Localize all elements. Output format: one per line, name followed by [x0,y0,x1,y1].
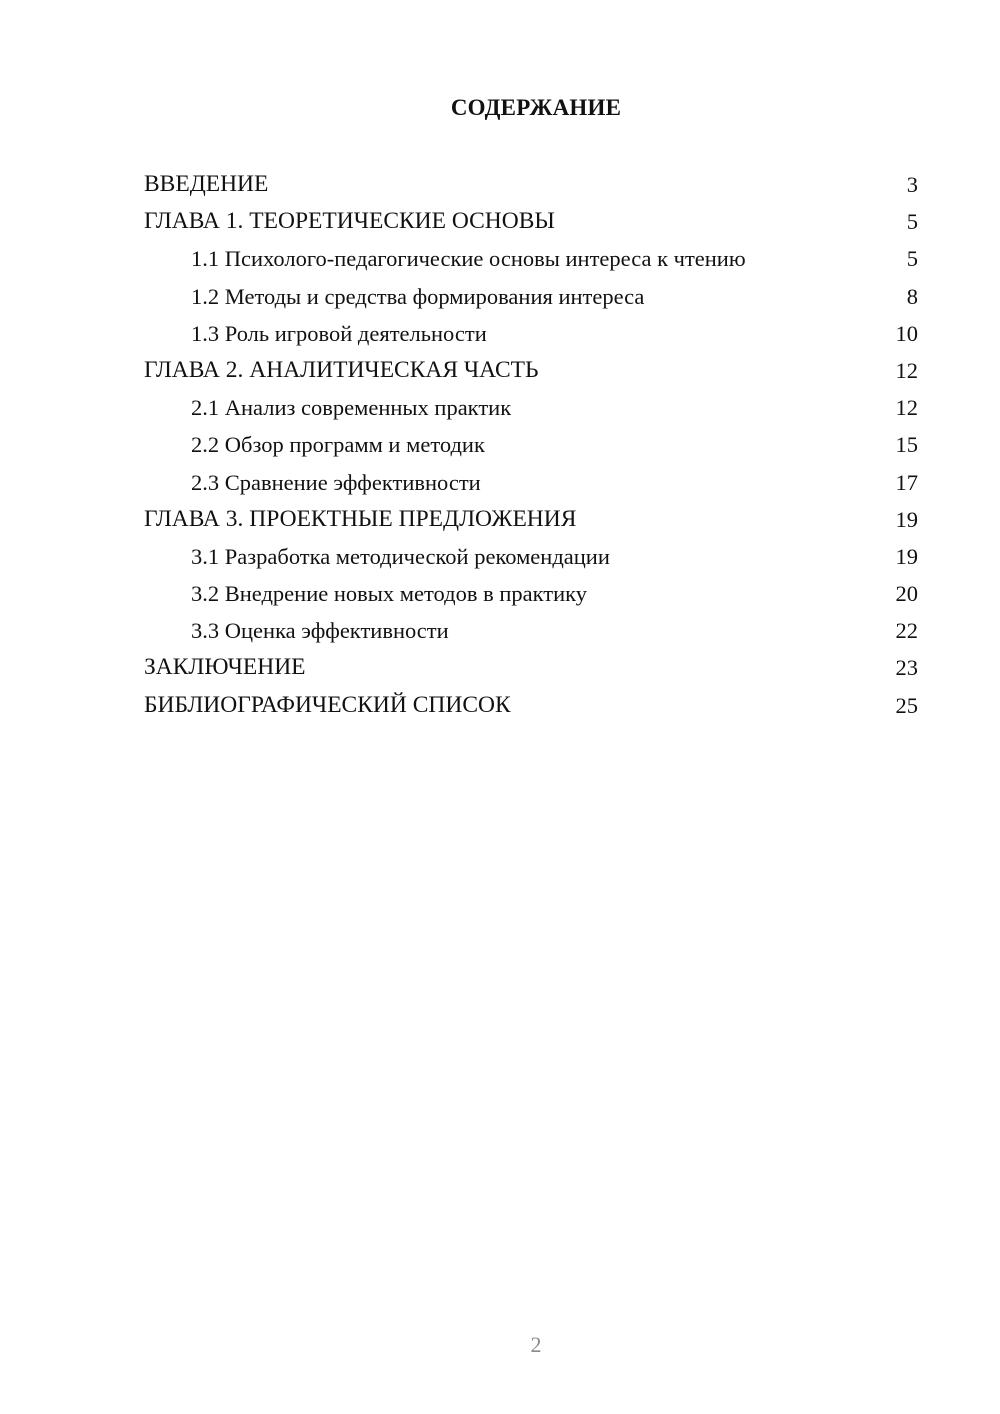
toc-entry-label: 3.1 Разработка методической рекомендации [191,543,610,569]
toc-entry-conclusion[interactable] [144,649,918,686]
toc-entry-section-3-3[interactable] [144,612,918,649]
toc-entry-section-1-3[interactable] [144,315,918,352]
toc-entry-page: 5 [906,209,918,235]
toc-entry-chapter-1[interactable] [144,203,918,240]
toc-entry-label: 1.2 Методы и средства формирования интереса [191,283,645,309]
toc-entry-page: 20 [895,581,918,607]
toc-entry-page: 5 [906,246,918,272]
toc-entry-label: 3.3 Оценка эффективности [191,618,449,644]
toc-entry-section-2-1[interactable] [144,389,918,426]
toc-entry-label: 2.1 Анализ современных практик [191,395,512,421]
toc-entry-page: 12 [895,357,918,383]
toc-entry-page: 22 [895,618,918,644]
toc-entry-page: 10 [895,320,918,346]
toc-entry-page: 17 [895,469,918,495]
toc-entry-section-2-3[interactable] [144,464,918,501]
toc-entry-page: 19 [895,543,918,569]
toc-entry-section-2-2[interactable] [144,426,918,463]
toc-entry-label: ЗАКЛЮЧЕНИЕ [144,654,306,681]
toc-entry-section-3-2[interactable] [144,575,918,612]
toc-entry-page: 15 [895,432,918,458]
toc-entry-chapter-3[interactable] [144,501,918,538]
toc-entry-label: ГЛАВА 1. ТЕОРЕТИЧЕСКИЕ ОСНОВЫ [144,208,555,235]
toc-entry-page: 23 [895,655,918,681]
page-title: СОДЕРЖАНИЕ [450,95,622,120]
toc-entry-label: 1.3 Роль игровой деятельности [191,320,487,346]
toc-entry-label: 2.2 Обзор программ и методик [191,432,485,458]
toc-entry-label: 3.2 Внедрение новых методов в практику [191,581,587,607]
toc-entry-chapter-2[interactable] [144,352,918,389]
toc-entry-label: 1.1 Психолого-педагогические основы интереса к чтению [191,246,746,272]
toc-entry-label: ГЛАВА 3. ПРОЕКТНЫЕ ПРЕДЛОЖЕНИЯ [144,505,577,532]
toc-entry-page: 12 [895,395,918,421]
toc-entry-label: БИБЛИОГРАФИЧЕСКИЙ СПИСОК [144,691,511,718]
toc-entry-section-1-1[interactable] [144,240,918,277]
table-of-contents [144,166,918,724]
toc-entry-label: ВВЕДЕНИЕ [144,171,269,197]
page-number: 2 [530,1332,542,1357]
toc-entry-section-3-1[interactable] [144,538,918,575]
toc-entry-page: 19 [895,506,918,532]
toc-entry-section-1-2[interactable] [144,278,918,315]
toc-entry-page: 3 [906,172,918,197]
toc-entry-label: 2.3 Сравнение эффективности [191,469,481,495]
toc-entry-page: 8 [906,283,918,309]
toc-entry-page: 25 [895,692,918,718]
toc-entry-introduction[interactable] [144,166,918,203]
toc-entry-label: ГЛАВА 2. АНАЛИТИЧЕСКАЯ ЧАСТЬ [144,356,539,383]
toc-entry-bibliography[interactable] [144,687,918,724]
